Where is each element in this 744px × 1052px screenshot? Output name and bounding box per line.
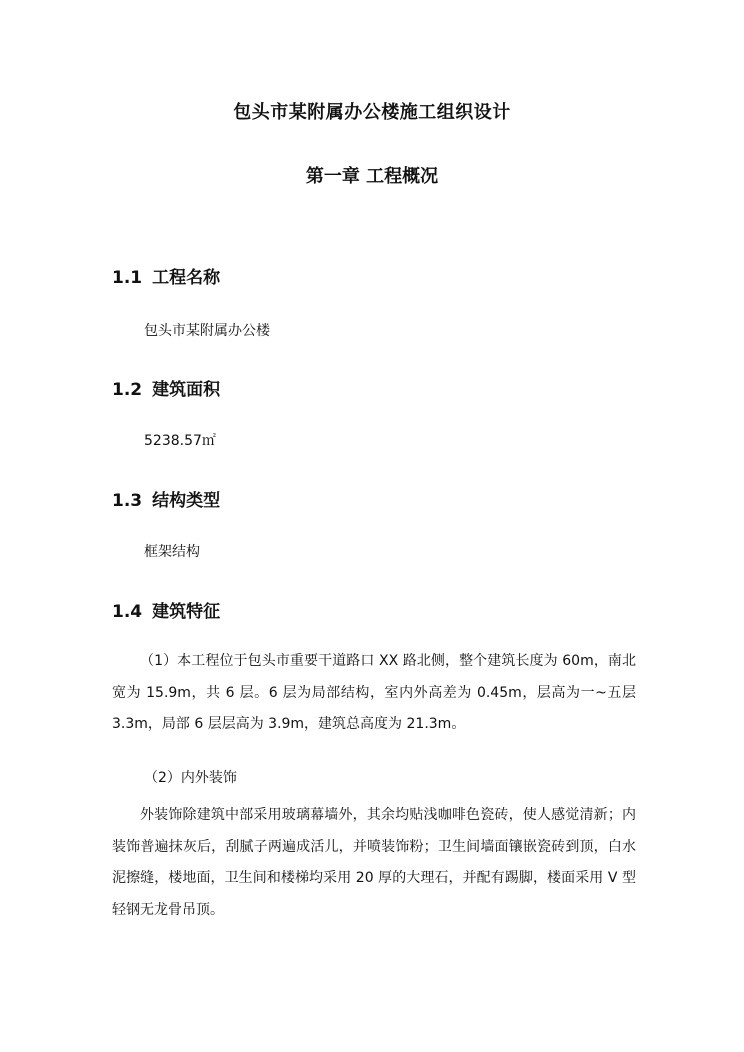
feature-paragraph-1: （1）本工程位于包头市重要干道路口 XX 路北侧，整个建筑长度为 60m，南北宽为 15.9m，共 6 层。6 层为局部结构，室内外高差为 0.45m，层高为一~五层 3.3m，局部 6 层层高为 3.9m，建筑总高度为 21.3m。 (112, 653, 636, 732)
section-number: 1.1 (112, 268, 143, 288)
document-title: 包头市某附属办公楼施工组织设计 (233, 102, 511, 123)
section-content-project-name: 包头市某附属办公楼 (144, 323, 270, 339)
section-number: 1.4 (112, 602, 143, 622)
section-title: 建筑特征 (152, 602, 221, 622)
section-number: 1.2 (112, 380, 143, 400)
section-heading-1-4 (112, 597, 220, 622)
section-heading-1-1 (112, 263, 220, 288)
section-title: 建筑面积 (152, 380, 221, 400)
feature-paragraph-2: 外装饰除建筑中部采用玻璃幕墙外，其余均贴浅咖啡色瓷砖，使人感觉清新；内装饰普遍抹灰后，刮腻子两遍成活儿，并喷装饰粉；卫生间墙面镶嵌瓷砖到顶，白水泥擦缝，楼地面，卫生间和楼梯均采用 20 厚的大理石，并配有踢脚，楼面采用 V 型轻钢无龙骨吊顶。 (112, 807, 636, 918)
section-heading-1-2 (112, 375, 220, 400)
section-heading-1-3 (112, 486, 220, 511)
section-content-structure-type: 框架结构 (144, 544, 200, 560)
section-title: 结构类型 (152, 491, 221, 511)
chapter-title: 第一章 工程概况 (305, 166, 439, 187)
section-number: 1.3 (112, 491, 143, 511)
section-title: 工程名称 (152, 268, 221, 288)
feature-subheading-decoration: （2）内外装饰 (144, 770, 237, 786)
section-content-building-area: 5238.57㎡ (144, 433, 216, 449)
